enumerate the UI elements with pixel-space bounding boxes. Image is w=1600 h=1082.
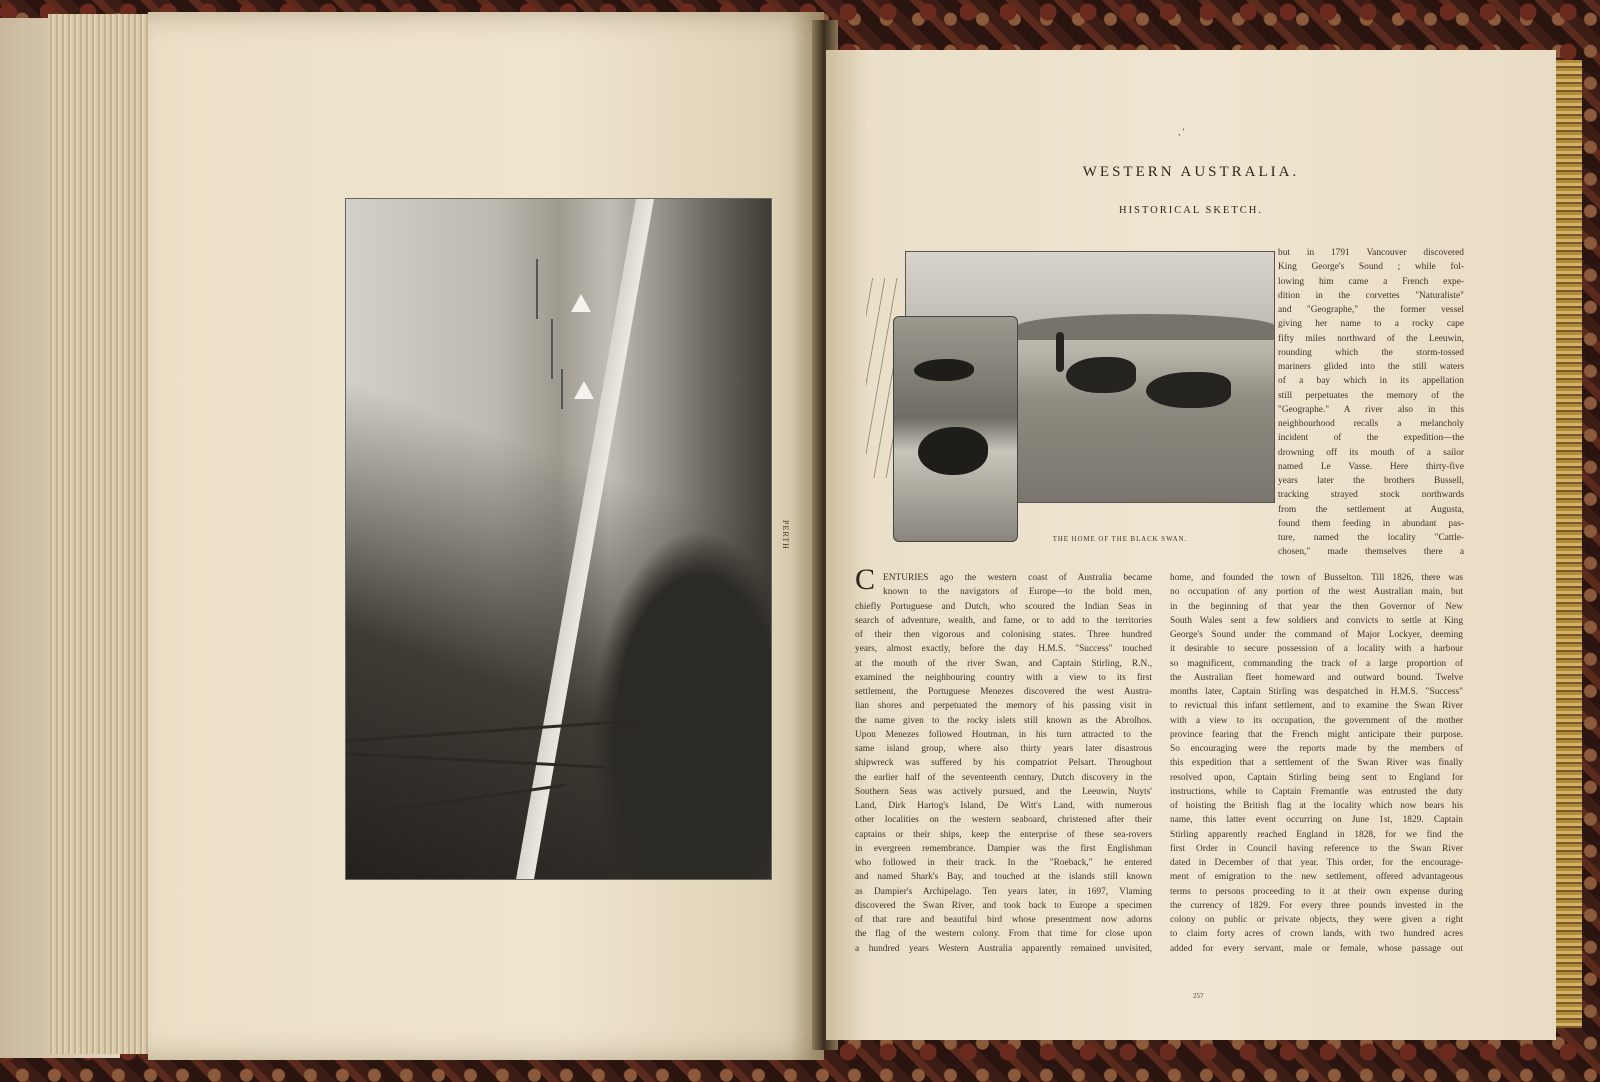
text-line: settlement, the Portuguese Menezes discovered the west Austra- <box>855 687 1152 697</box>
text-line: South Wales sent a few soldiers and convicts to settle at King <box>1170 615 1463 626</box>
page-title: WESTERN AUSTRALIA. <box>1082 164 1300 180</box>
text-line: neighbourhood recalls a melancholy <box>1278 419 1464 429</box>
text-line: "Geographe." A river also in this <box>1278 404 1464 415</box>
engraving-mast <box>536 259 538 319</box>
engraving-trees <box>591 529 771 879</box>
text-line: drowning off its mouth of a sailor <box>1278 447 1464 458</box>
text-line: name, this latter event occurring on June 1st, 1829. Captain <box>1170 815 1463 826</box>
text-line: the name given to the rocky islets still known as the Abrolhos. <box>855 715 1152 726</box>
plate-caption: THE HOME OF THE BLACK SWAN. <box>1052 536 1188 543</box>
text-line: to revictual this infant settlement, and to examine the Swan River <box>1170 701 1463 712</box>
text-line: it desirable to secure possession of a locality with a harbour <box>1170 644 1463 655</box>
text-line: chiefly Portuguese and Dutch, who scoured the Indian Seas in <box>855 601 1152 612</box>
text-line: of hoisting the British flag at the locality which now bears his <box>1170 801 1463 811</box>
swan-inset-vignette <box>893 316 1018 542</box>
text-line: province fearing that the French might anticipate their purpose. <box>1170 729 1463 740</box>
text-line: captains or their ships, keep the enterprise of these sea-rovers <box>855 829 1152 840</box>
text-line: lian shores and perpetuated the memory of his passing visit in <box>855 701 1152 712</box>
text-line: with a view to its occupation, the government of the mother <box>1170 715 1463 726</box>
text-line: fifty miles northward of the Leeuwin, <box>1278 333 1464 344</box>
text-line: so magnificent, commanding the track of a large proportion of <box>1170 658 1463 669</box>
text-line: search of adventure, wealth, and fame, or to add to the territories <box>855 615 1152 626</box>
text-line: chosen," made themselves there a <box>1278 547 1464 558</box>
engraving-sail <box>571 294 591 312</box>
text-line: ture, named the locality "Cattle- <box>1278 533 1464 543</box>
text-line: who followed in their track. In the "Roeback," he entered <box>855 858 1152 868</box>
text-line: known to the navigators of Europe—to the bold men, <box>883 587 1152 598</box>
text-line: dition in the corvettes "Naturaliste" <box>1278 290 1464 301</box>
text-line: as Dampier's Archipelago. Ten years later, in 1697, Vlaming <box>855 886 1152 897</box>
text-line: in the beginning of that year the then Governor of New <box>1170 601 1463 612</box>
text-line: found them feeding in abundant pas- <box>1278 518 1464 529</box>
text-line: years, almost exactly, before the day H.M.S. "Success" touched <box>855 644 1152 655</box>
text-line: still perpetuates the memory of the <box>1278 390 1464 401</box>
page-subtitle: HISTORICAL SKETCH. <box>1119 205 1263 216</box>
text-line: and "Geographe," the former vessel <box>1278 305 1464 315</box>
text-line: named Le Vasse. Here thirty-five <box>1278 461 1464 472</box>
text-line: to claim forty acres of crown lands, with two hundred acres <box>1170 929 1463 940</box>
text-line: but in 1791 Vancouver discovered <box>1278 248 1464 258</box>
text-line: other localities on the western seaboard, christened after their <box>855 815 1152 826</box>
text-line: lowing him came a French expe- <box>1278 276 1464 287</box>
text-line: Land, Dirk Hartog's Island, De Witt's Land, with numerous <box>855 801 1152 811</box>
plate-hill <box>1016 314 1275 340</box>
swan-figure <box>1146 372 1231 408</box>
gilt-page-edge <box>1556 60 1582 1028</box>
engraving-side-caption: PERTH <box>781 520 790 550</box>
text-line: home, and founded the town of Busselton. Till 1826, there was <box>1170 573 1463 583</box>
text-line: incident of the expedition—the <box>1278 433 1464 444</box>
text-column-right <box>1170 571 1463 956</box>
text-line: giving her name to a rocky cape <box>1278 319 1464 330</box>
text-line: the flag of the western colony. From that time for close upon <box>855 929 1152 940</box>
text-line: ment of emigration to the new settlement, offered advantageous <box>1170 872 1463 883</box>
text-line: George's Sound under the command of Major Lockyer, deeming <box>1170 630 1463 640</box>
text-line: from the settlement at Augusta, <box>1278 504 1464 515</box>
text-line: same island group, where also thirty years later disastrous <box>855 744 1152 754</box>
page-stack-edge <box>48 14 148 1054</box>
text-line: ENTURIES ago the western coast of Australia became <box>883 573 1152 583</box>
text-line: resolved upon, Captain Stirling being sent to England for <box>1170 772 1463 783</box>
text-line: the earlier half of the seventeenth century, Dutch discovery in the <box>855 772 1152 783</box>
text-line: the Australian fleet homeward and outward bound. Twelve <box>1170 672 1463 683</box>
text-line: King George's Sound ; while fol- <box>1278 262 1464 273</box>
text-line: So encouraging were the reports made by the members of <box>1170 744 1463 754</box>
text-line: of a bay which in its appellation <box>1278 376 1464 387</box>
text-line: of their then vigorous and colonising states. Three hundred <box>855 630 1152 640</box>
standing-swan <box>918 427 988 475</box>
page-number: 257 <box>1193 992 1204 1000</box>
perth-engraving <box>345 198 772 880</box>
text-line: a hundred years Western Australia apparently remained unvisited, <box>855 943 1152 954</box>
text-line: and named Shark's Bay, and touched at the islands still known <box>855 872 1152 883</box>
engraving-mast <box>561 369 563 409</box>
text-line: colony on public or private objects, they were given a right <box>1170 915 1463 925</box>
swan-figure <box>1066 357 1136 393</box>
text-line: Upon Menezes followed Houtman, in his turn attracted to the <box>855 729 1152 740</box>
text-line: months later, Captain Stirling was despatched in H.M.S. "Success" <box>1170 687 1463 697</box>
text-line: terms to persons proceeding to it at their own expense during <box>1170 886 1463 897</box>
text-line: discovered the Swan River, and took back to Europe a specimen <box>855 900 1152 911</box>
text-line: mariners glided into the still waters <box>1278 362 1464 372</box>
text-line: this expedition that a settlement of the Swan River was finally <box>1170 758 1463 769</box>
text-line: in evergreen remembrance. Dampier was the first Englishman <box>855 843 1152 854</box>
text-line: examined the neighbouring country with a view to its first <box>855 672 1152 683</box>
text-line: tracking strayed stock northwards <box>1278 490 1464 501</box>
drop-cap: C <box>855 563 876 596</box>
text-line: Stirling apparently reached England in 1828, for we find the <box>1170 829 1463 840</box>
text-column-side <box>1278 246 1464 560</box>
text-line: no occupation of any portion of the west Australian main, but <box>1170 587 1463 598</box>
engraving-branch <box>346 752 606 769</box>
text-line: shipwreck was suffered by his compatriot Pelsart. Throughout <box>855 758 1152 769</box>
page-marks: , ' <box>1178 127 1185 137</box>
engraving-mast <box>551 319 553 379</box>
text-line: at the mouth of the river Swan, and Captain Stirling, R.N., <box>855 658 1152 669</box>
text-line: rounding which the storm-tossed <box>1278 347 1464 358</box>
text-column-left <box>855 571 1152 956</box>
text-line: years later the brothers Bussell, <box>1278 476 1464 486</box>
text-line: the currency of 1829. For every three pounds invested in the <box>1170 900 1463 911</box>
text-line: first Order in Council having reference to the Swan River <box>1170 843 1463 854</box>
text-line: Southern Seas was actively pursued, and the Leeuwin, Nuyts' <box>855 786 1152 797</box>
text-line: of that rare and beautiful bird whose presentment now adorns <box>855 915 1152 925</box>
nesting-swan <box>914 359 974 381</box>
swan-neck <box>1056 332 1064 372</box>
engraving-sail <box>574 381 594 399</box>
text-line: dated in December of that year. This order, for the encourage- <box>1170 858 1463 868</box>
text-line: instructions, while to Captain Fremantle was entrusted the duty <box>1170 786 1463 797</box>
text-line: added for every servant, male or female, whose passage out <box>1170 943 1463 954</box>
